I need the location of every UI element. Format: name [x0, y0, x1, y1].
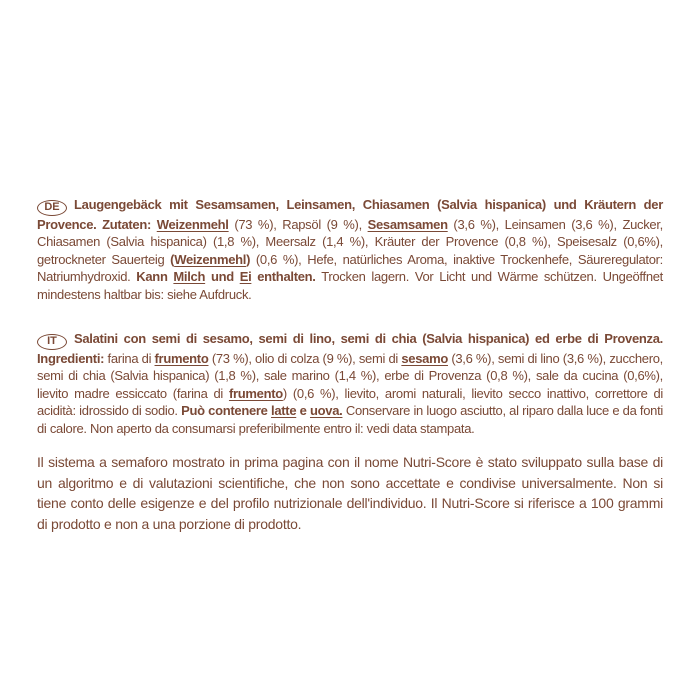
- language-badge-it: IT: [37, 334, 67, 350]
- de-ingredients-paragraph: [37, 196, 663, 303]
- language-badge-de: DE: [37, 200, 67, 216]
- it-ingredients-paragraph: [37, 330, 663, 437]
- product-label: [37, 196, 663, 534]
- it-ingredients-text: Salatini con semi di sesamo, semi di lino, semi di chia (Salvia hispanica) ed erbe di Provenza. Ingredienti: farina di frumento (73 %), olio di colza (9 %), semi di sesamo (3,6 %), semi di lino (3,6 %), zucchero, semi di chia (Salvia hispanica) (1,8 %), sale marino (1,4 %), erbe di Provenza (0,8 %), sale da cucina (0,6%), lievito madre essiccato (farina di frumento) (0,6 %), lievito, aromi naturali, lievito secco inattivo, correttore di acidità: idrossido di sodio. Può contenere latte e uova. Conservare in luogo asciutto, al riparo dalla luce e da fonti di calore. Non aperto da consumarsi preferibilmente entro il: vedi data stampata.: [37, 331, 663, 436]
- nutriscore-disclaimer-text: Il sistema a semaforo mostrato in prima pagina con il nome Nutri-Score è stato sviluppato sulla base di un algoritmo e di valutazioni scientifiche, che non sono accettate e condivise universalmente. Non si tiene conto delle esigenze e del profilo nutrizionale dell'individuo. Il Nutri-Score si riferisce a 100 grammi di prodotto e non a una porzione di prodotto.: [37, 454, 663, 532]
- de-ingredients-text: Laugengebäck mit Sesamsamen, Leinsamen, Chiasamen (Salvia hispanica) und Kräutern der Provence. Zutaten: Weizenmehl (73 %), Rapsöl (9 %), Sesamsamen (3,6 %), Leinsamen (3,6 %), Zucker, Chiasamen (Salvia hispanica) (1,8 %), Meersalz (1,4 %), Kräuter der Provence (0,8 %), Speisesalz (0,6%), getrockneter Sauerteig (Weizenmehl) (0,6 %), Hefe, natürliches Aroma, inaktive Trockenhefe, Säureregulator: Natriumhydroxid. Kann Milch und Ei enthalten. Trocken lagern. Vor Licht und Wärme schützen. Ungeöffnet mindestens haltbar bis: siehe Aufdruck.: [37, 197, 663, 302]
